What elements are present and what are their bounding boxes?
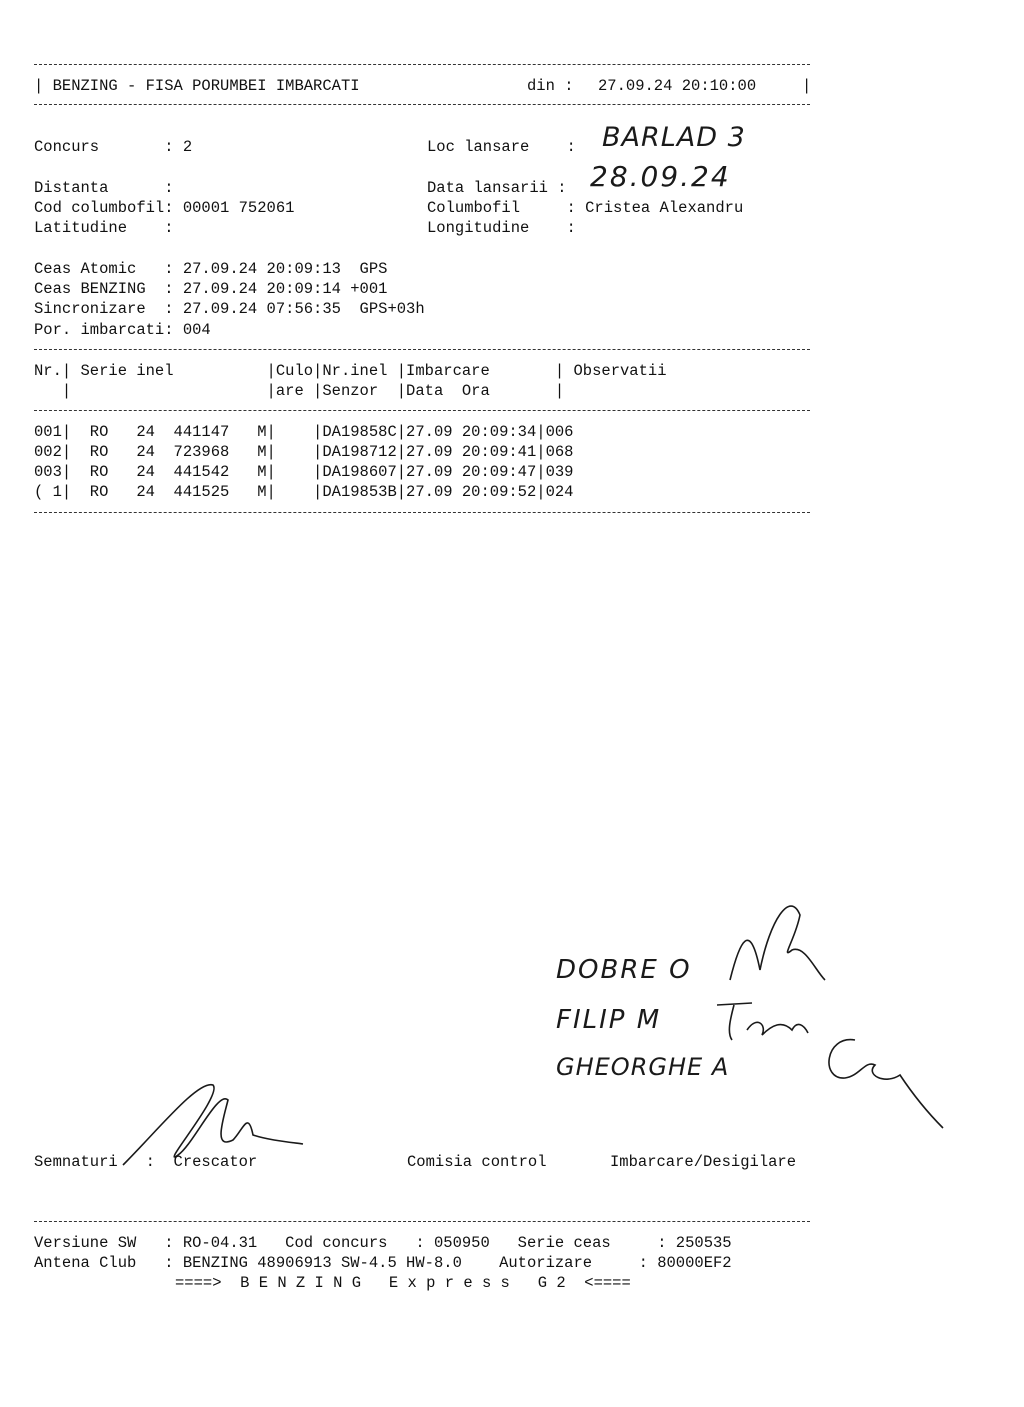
data-lansarii-label: Data lansarii : — [427, 179, 567, 197]
versiune-line: Versiune SW : RO-04.31 Cod concurs : 050950 Serie ceas : 250535 — [34, 1234, 732, 1252]
table-header-row-2: | |are |Senzor |Data Ora | — [34, 382, 565, 400]
rule-header-bottom — [34, 104, 810, 105]
imbarcare-desigilare: Imbarcare/Desigilare — [610, 1153, 797, 1171]
concurs-line: Concurs : 2 — [34, 138, 193, 156]
ceas-benzing-line: Ceas BENZING : 27.09.24 20:09:14 +001 — [34, 280, 388, 298]
table-row: 001| RO 24 441147 M| |DA19858C|27.09 20:09:34|006 — [34, 423, 574, 441]
rule-info-bottom — [34, 349, 810, 350]
table-header-row-1: Nr.| Serie inel |Culo|Nr.inel |Imbarcare | Observatii — [34, 362, 667, 380]
longitudine-line: Longitudine : — [427, 219, 576, 237]
data-lansarii-handwritten: 28.09.24 — [590, 160, 731, 193]
sincronizare-line: Sincronizare : 27.09.24 07:56:35 GPS+03h — [34, 300, 425, 318]
rule-table-header-bottom — [34, 410, 810, 411]
latitudine-line: Latitudine : — [34, 219, 174, 237]
commission-name: GHEORGHE A — [556, 1053, 730, 1081]
antena-line: Antena Club : BENZING 48906913 SW-4.5 HW-8.0 Autorizare : 80000EF2 — [34, 1254, 732, 1272]
por-imbarcati-line: Por. imbarcati: 004 — [34, 321, 211, 339]
loc-lansare-handwritten: BARLAD 3 — [602, 122, 746, 153]
comisia-control: Comisia control — [407, 1153, 547, 1171]
ceas-atomic-line: Ceas Atomic : 27.09.24 20:09:13 GPS — [34, 260, 388, 278]
rule-top — [34, 64, 810, 65]
header-right-bar: | — [802, 77, 812, 95]
commission-name: DOBRE O — [556, 955, 692, 985]
table-row: 003| RO 24 441542 M| |DA198607|27.09 20:09:47|039 — [34, 463, 574, 481]
cod-columbofil-line: Cod columbofil: 00001 752061 — [34, 199, 295, 217]
din-label: din : — [527, 77, 574, 95]
semnaturi-crescator: Semnaturi : Crescator — [34, 1153, 258, 1171]
table-row: ( 1| RO 24 441525 M| |DA19853B|27.09 20:09:52|024 — [34, 483, 574, 501]
commission-name: FILIP M — [556, 1005, 662, 1035]
table-row: 002| RO 24 723968 M| |DA198712|27.09 20:09:41|068 — [34, 443, 574, 461]
din-value: 27.09.24 20:10:00 — [598, 77, 757, 95]
commission-signature-1 — [720, 900, 830, 990]
commission-signature-2 — [712, 995, 812, 1045]
loc-lansare-label: Loc lansare : — [427, 138, 576, 156]
columbofil-line: Columbofil : Cristea Alexandru — [427, 199, 744, 217]
benzing-banner: ====> B E N Z I N G E x p r e s s G 2 <==== — [175, 1274, 631, 1292]
commission-signature-3 — [815, 1030, 945, 1130]
distanta-line: Distanta : — [34, 179, 174, 197]
rule-table-bottom — [34, 512, 810, 513]
rule-footer-top — [34, 1221, 810, 1222]
document-title: | BENZING - FISA PORUMBEI IMBARCATI — [34, 77, 360, 95]
